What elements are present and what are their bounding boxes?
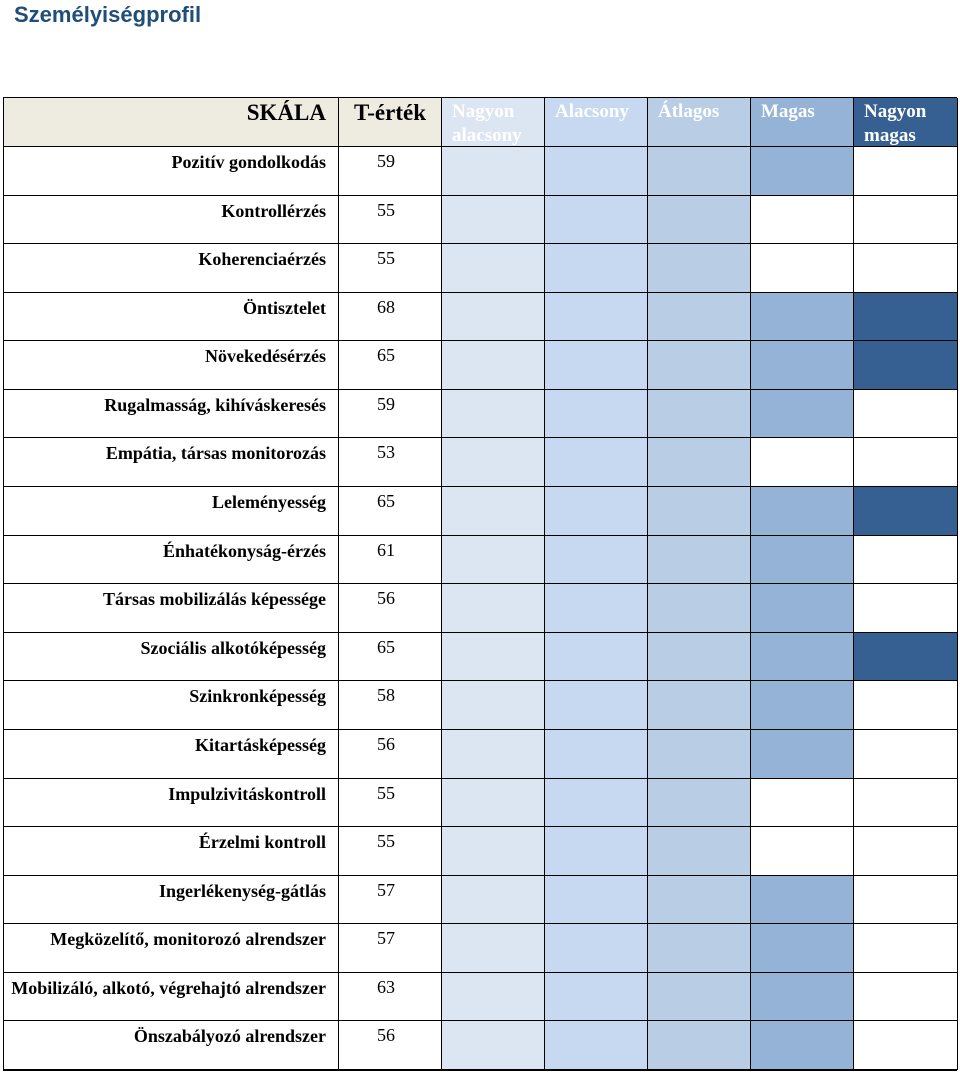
header-t-value: T-érték — [339, 98, 442, 147]
level-cell-very-low — [442, 924, 545, 973]
level-cell-very-low — [442, 876, 545, 925]
level-cell-very-high — [854, 681, 958, 730]
level-cell-high — [751, 973, 854, 1022]
profile-table — [3, 97, 957, 1071]
level-cell-very-low — [442, 584, 545, 633]
t-value: 55 — [339, 244, 442, 293]
level-cell-high — [751, 1021, 854, 1070]
level-cell-low — [545, 973, 648, 1022]
scale-name: Koherenciaérzés — [4, 244, 339, 293]
level-cell-low — [545, 390, 648, 439]
header-level-very-high: Nagyon magas — [854, 98, 958, 147]
level-cell-low — [545, 730, 648, 779]
level-cell-high — [751, 244, 854, 293]
level-cell-average — [648, 390, 751, 439]
t-value: 53 — [339, 438, 442, 487]
scale-name: Öntisztelet — [4, 293, 339, 342]
level-cell-high — [751, 779, 854, 828]
level-cell-very-high — [854, 973, 958, 1022]
header-level-high: Magas — [751, 98, 854, 147]
level-cell-low — [545, 633, 648, 682]
level-cell-high — [751, 390, 854, 439]
scale-name: Pozitív gondolkodás — [4, 147, 339, 196]
level-cell-very-high — [854, 341, 958, 390]
level-cell-very-high — [854, 293, 958, 342]
scale-name: Rugalmasság, kihíváskeresés — [4, 390, 339, 439]
level-cell-very-low — [442, 681, 545, 730]
level-cell-low — [545, 827, 648, 876]
t-value: 65 — [339, 341, 442, 390]
level-cell-very-low — [442, 973, 545, 1022]
t-value: 58 — [339, 681, 442, 730]
t-value: 56 — [339, 730, 442, 779]
level-cell-low — [545, 147, 648, 196]
level-cell-very-low — [442, 536, 545, 585]
level-cell-very-low — [442, 779, 545, 828]
scale-name: Ingerlékenység-gátlás — [4, 876, 339, 925]
t-value: 57 — [339, 876, 442, 925]
level-cell-very-low — [442, 1021, 545, 1070]
scale-name: Empátia, társas monitorozás — [4, 438, 339, 487]
level-cell-low — [545, 438, 648, 487]
level-cell-average — [648, 147, 751, 196]
level-cell-high — [751, 827, 854, 876]
scale-name: Mobilizáló, alkotó, végrehajtó alrendszer — [4, 973, 339, 1022]
level-cell-low — [545, 244, 648, 293]
level-cell-very-high — [854, 730, 958, 779]
level-cell-very-low — [442, 487, 545, 536]
level-cell-low — [545, 584, 648, 633]
scale-name: Társas mobilizálás képessége — [4, 584, 339, 633]
level-cell-very-high — [854, 438, 958, 487]
level-cell-average — [648, 779, 751, 828]
t-value: 57 — [339, 924, 442, 973]
level-cell-high — [751, 876, 854, 925]
level-cell-high — [751, 681, 854, 730]
level-cell-very-high — [854, 876, 958, 925]
level-cell-very-low — [442, 390, 545, 439]
t-value: 56 — [339, 1021, 442, 1070]
level-cell-average — [648, 730, 751, 779]
scale-name: Szinkronképesség — [4, 681, 339, 730]
level-cell-high — [751, 536, 854, 585]
scale-name: Szociális alkotóképesség — [4, 633, 339, 682]
scale-name: Leleményesség — [4, 487, 339, 536]
level-cell-low — [545, 487, 648, 536]
level-cell-very-high — [854, 584, 958, 633]
scale-name: Kontrollérzés — [4, 196, 339, 245]
level-cell-average — [648, 827, 751, 876]
header-level-very-low: Nagyon alacsony — [442, 98, 545, 147]
scale-name: Megközelítő, monitorozó alrendszer — [4, 924, 339, 973]
header-level-average: Átlagos — [648, 98, 751, 147]
level-cell-average — [648, 876, 751, 925]
scale-name: Impulzivitáskontroll — [4, 779, 339, 828]
level-cell-very-low — [442, 730, 545, 779]
t-value: 56 — [339, 584, 442, 633]
level-cell-very-high — [854, 244, 958, 293]
level-cell-high — [751, 924, 854, 973]
level-cell-very-high — [854, 1021, 958, 1070]
level-cell-very-low — [442, 147, 545, 196]
level-cell-very-high — [854, 390, 958, 439]
level-cell-very-high — [854, 924, 958, 973]
t-value: 55 — [339, 196, 442, 245]
level-cell-low — [545, 341, 648, 390]
scale-name: Kitartásképesség — [4, 730, 339, 779]
level-cell-high — [751, 196, 854, 245]
level-cell-very-high — [854, 827, 958, 876]
level-cell-average — [648, 681, 751, 730]
level-cell-low — [545, 1021, 648, 1070]
level-cell-low — [545, 924, 648, 973]
t-value: 65 — [339, 633, 442, 682]
level-cell-high — [751, 633, 854, 682]
level-cell-very-low — [442, 341, 545, 390]
t-value: 59 — [339, 147, 442, 196]
level-cell-low — [545, 681, 648, 730]
header-level-low: Alacsony — [545, 98, 648, 147]
level-cell-average — [648, 973, 751, 1022]
t-value: 59 — [339, 390, 442, 439]
scale-name: Énhatékonyság-érzés — [4, 536, 339, 585]
level-cell-very-low — [442, 438, 545, 487]
level-cell-low — [545, 196, 648, 245]
level-cell-average — [648, 633, 751, 682]
level-cell-very-low — [442, 196, 545, 245]
header-scale: SKÁLA — [4, 98, 339, 147]
scale-name: Növekedésérzés — [4, 341, 339, 390]
level-cell-average — [648, 584, 751, 633]
scale-name: Érzelmi kontroll — [4, 827, 339, 876]
level-cell-average — [648, 341, 751, 390]
level-cell-high — [751, 147, 854, 196]
t-value: 68 — [339, 293, 442, 342]
level-cell-very-high — [854, 536, 958, 585]
level-cell-very-high — [854, 779, 958, 828]
level-cell-very-low — [442, 244, 545, 293]
level-cell-low — [545, 536, 648, 585]
scale-name: Önszabályozó alrendszer — [4, 1021, 339, 1070]
level-cell-high — [751, 487, 854, 536]
level-cell-average — [648, 293, 751, 342]
level-cell-very-high — [854, 147, 958, 196]
t-value: 55 — [339, 779, 442, 828]
level-cell-low — [545, 876, 648, 925]
t-value: 61 — [339, 536, 442, 585]
level-cell-high — [751, 730, 854, 779]
t-value: 65 — [339, 487, 442, 536]
level-cell-average — [648, 487, 751, 536]
page-title: Személyiségprofil — [14, 2, 202, 27]
level-cell-very-low — [442, 827, 545, 876]
level-cell-average — [648, 438, 751, 487]
level-cell-very-high — [854, 196, 958, 245]
level-cell-low — [545, 293, 648, 342]
level-cell-average — [648, 244, 751, 293]
level-cell-high — [751, 438, 854, 487]
level-cell-average — [648, 924, 751, 973]
level-cell-very-low — [442, 633, 545, 682]
level-cell-high — [751, 293, 854, 342]
level-cell-high — [751, 341, 854, 390]
level-cell-average — [648, 196, 751, 245]
level-cell-very-low — [442, 293, 545, 342]
t-value: 63 — [339, 973, 442, 1022]
level-cell-average — [648, 1021, 751, 1070]
t-value: 55 — [339, 827, 442, 876]
level-cell-low — [545, 779, 648, 828]
level-cell-high — [751, 584, 854, 633]
level-cell-very-high — [854, 633, 958, 682]
level-cell-very-high — [854, 487, 958, 536]
level-cell-average — [648, 536, 751, 585]
